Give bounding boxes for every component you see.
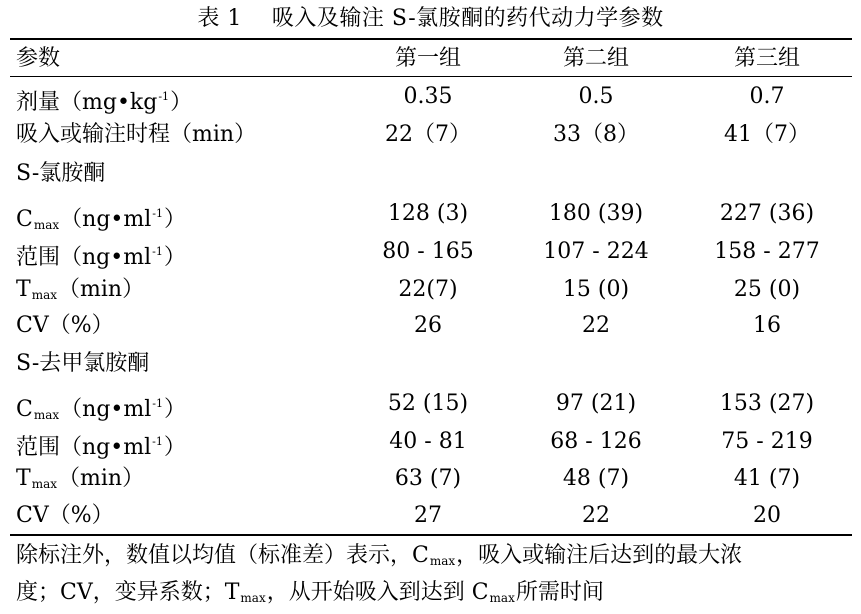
cell-cv-g1: 26 [414,313,442,338]
header-param: 参数 [16,46,61,71]
cell-cmax-g3: 153 (27) [719,391,815,416]
cell-range-g3: 158 - 277 [714,239,820,264]
table-row [0,78,861,116]
table-bottom-rule [10,534,852,536]
header-group-1: 第一组 [394,46,461,71]
cell-tmax-g1: 63 (7) [394,466,462,491]
row-label-range: 范围$(ng•ml^{-1})$ [16,245,186,270]
table-footnote [16,540,846,614]
cell-range-g1: 40 - 81 [389,429,467,454]
table-caption: 表 1 吸入及输注 S-氯胺酮的药代动力学参数 [197,6,664,31]
row-label-tmax: $T_{max}(\min)$ [16,277,145,302]
section-label-s-ketamine: S-氯胺酮 [16,161,106,186]
table-row [0,460,861,498]
header-group-2: 第二组 [562,46,629,71]
table-row [0,233,861,271]
cell-cmax-g2: 180 (39) [548,201,644,226]
cell-cmax-g2: 97 (21) [555,391,637,416]
cell-dose-g1: 0.35 [403,84,453,109]
cell-cv-g3: 16 [753,313,781,338]
row-label-tmax: $T_{max}(\min)$ [16,466,145,491]
table-header-row [0,40,861,78]
cell-duration-g2: 33（8） [553,122,639,147]
table-row [0,385,861,423]
row-label-dose: 剂量$(mg•kg^{-1})$ [16,90,193,115]
cell-cv-g2: 22 [582,313,610,338]
cell-range-g2: 68 - 126 [550,429,642,454]
cell-duration-g1: 22（7） [385,122,471,147]
cell-duration-g3: 41（7） [724,122,810,147]
cell-range-g3: 75 - 219 [721,429,813,454]
footnote-line-2: 度；CV，变异系数；$T_{max}$，从开始吸入到达到 $C_{max}$所需时间 [16,580,604,605]
cell-dose-g2: 0.5 [578,84,614,109]
cell-tmax-g2: 48 (7) [562,466,630,491]
row-label-cmax: $C_{max}(ng•ml^{-1})$ [16,207,187,232]
cell-range-g2: 107 - 224 [543,239,649,264]
cell-dose-g3: 0.7 [749,84,785,109]
row-label-cmax: $C_{max}(ng•ml^{-1})$ [16,397,187,422]
table-section-row [0,155,861,193]
section-label-s-norketamine: S-去甲氯胺酮 [16,351,150,376]
cell-cmax-g1: 52 (15) [387,391,469,416]
cell-cmax-g3: 227 (36) [719,201,815,226]
header-group-3: 第三组 [733,46,800,71]
table-row [0,497,861,535]
table-row [0,195,861,233]
row-label-cv: CV（%） [16,313,114,338]
table-row [0,423,861,461]
table-section-row [0,345,861,383]
row-label-cv: CV（%） [16,503,114,528]
row-label-range: 范围$(ng•ml^{-1})$ [16,435,186,460]
row-label-duration: 吸入或输注时程（min） [16,122,257,147]
cell-cv-g3: 20 [753,503,781,528]
table-header-rule [10,76,852,77]
cell-cmax-g1: 128 (3) [387,201,469,226]
table-row [0,307,861,345]
cell-range-g1: 80 - 165 [382,239,474,264]
table-row [0,271,861,309]
cell-tmax-g3: 41 (7) [733,466,801,491]
cell-tmax-g2: 15 (0) [562,277,630,302]
table-row [0,116,861,154]
footnote-line-1: 除标注外，数值以均值（标准差）表示，$C_{max}$，吸入或输注后达到的最大浓 [16,543,743,568]
cell-cv-g2: 22 [582,503,610,528]
cell-tmax-g3: 25 (0) [733,277,801,302]
cell-tmax-g1: 22(7) [398,277,458,302]
cell-cv-g1: 27 [414,503,442,528]
